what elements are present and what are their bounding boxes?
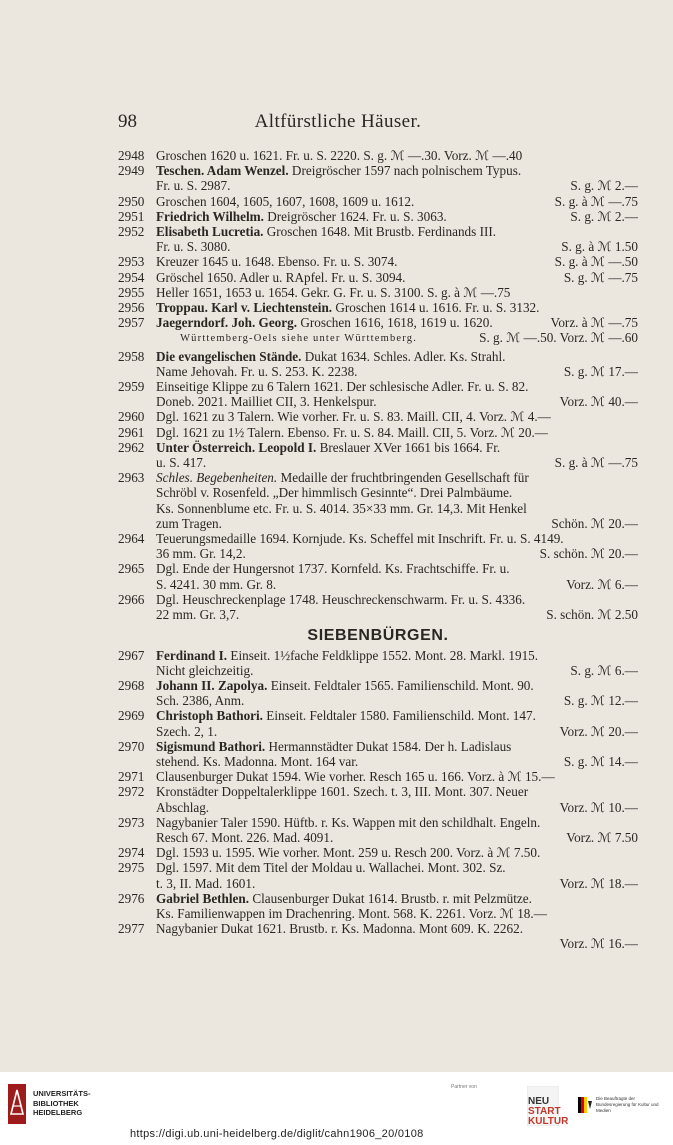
entry-text: Dgl. 1593 u. 1595. Wie vorher. Mont. 259 u. Resch 200. Vorz. à ℳ 7.50. — [156, 845, 541, 861]
entry-text: Gröschel 1650. Adler u. RApfel. Fr. u. S. 3094. — [156, 269, 406, 285]
lot-number: 2959 — [118, 379, 145, 395]
lot-number: 2948 — [118, 148, 145, 163]
entry-heading: Jaegerndorf. Joh. Georg. — [156, 315, 298, 331]
lot-number: 2953 — [118, 254, 145, 270]
entry-line — [156, 876, 638, 891]
entry-line — [156, 349, 638, 364]
entry-text: Dgl. 1621 zu 1½ Talern. Ebenso. Fr. u. S. 84. Maill. CII, 5. Vorz. ℳ 20.— — [156, 424, 548, 440]
entry-line — [156, 561, 638, 576]
page-header — [118, 111, 558, 135]
entry-text: Nagybanier Taler 1590. Hüftb. r. Ks. Wappen mit den schildhalt. Engeln. — [156, 814, 541, 830]
entry-line — [156, 224, 638, 239]
entry-line — [156, 516, 638, 531]
lot-number: 2968 — [118, 677, 145, 693]
entry-text: Groschen 1614 u. 1616. Fr. u. S. 3132. — [332, 300, 540, 316]
entry-text: Groschen 1620 u. 1621. Fr. u. S. 2220. S. g. ℳ —.30. Vorz. ℳ —.40 — [156, 148, 523, 163]
entry-text: Ks. Sonnenblume etc. Fr. u. S. 4014. 35×33 mm. Gr. 14,3. Mit Henkel — [156, 500, 527, 516]
catalogue-entry — [118, 708, 638, 738]
lot-number: 2965 — [118, 561, 145, 577]
price: Vorz. ℳ 18.— — [559, 875, 638, 891]
price: S. g. ℳ 12.— — [563, 693, 638, 709]
lot-number: 2949 — [118, 163, 145, 179]
entry-line — [156, 394, 638, 409]
lot-number: 2951 — [118, 208, 145, 224]
federal-eagle-icon — [578, 1097, 592, 1113]
catalogue-entry — [118, 270, 638, 285]
entry-text: Einseit. Feldtaler 1580. Familienschild. Mont. 147. — [262, 708, 536, 724]
catalogue-entry — [118, 440, 638, 470]
lot-number: 2952 — [118, 224, 145, 240]
entry-text: Dgl. 1597. Mit dem Titel der Moldau u. Wallachei. Mont. 302. Sz. — [156, 860, 506, 876]
catalogue-entry — [118, 561, 638, 591]
catalogue-entry — [118, 678, 638, 708]
entry-line — [156, 470, 638, 485]
entry-text: Sch. 2386, Anm. — [156, 693, 245, 709]
price: Vorz. ℳ 16.— — [559, 936, 638, 952]
entry-line — [156, 577, 638, 592]
entry-text: Breslauer XVer 1661 bis 1664. Fr. — [316, 439, 501, 455]
catalogue-entry — [118, 148, 638, 163]
entry-text: Fr. u. S. 3080. — [156, 239, 231, 255]
entry-line — [156, 663, 638, 678]
entry-text: Hermannstädter Dukat 1584. Der h. Ladislaus — [265, 738, 512, 754]
lot-number: 2961 — [118, 424, 145, 440]
permalink-url[interactable]: https://digi.ub.uni-heidelberg.de/diglit/cahn1906_20/0108 — [130, 1128, 424, 1140]
entry-text: Abschlag. — [156, 799, 210, 815]
catalogue-entry — [118, 409, 638, 424]
catalogue-entry — [118, 224, 638, 254]
catalogue-entry — [118, 254, 638, 269]
entry-line — [156, 648, 638, 663]
entry-text: Dgl. 1621 zu 3 Talern. Wie vorher. Fr. u. S. 83. Maill. CII, 4. Vorz. ℳ 4.— — [156, 409, 551, 425]
price: S. g. à ℳ —.75 — [554, 455, 638, 471]
entry-heading: Teschen. Adam Wenzel. — [156, 163, 289, 179]
page-number: 98 — [118, 111, 137, 132]
entry-text: S. 4241. 30 mm. Gr. 8. — [156, 576, 277, 592]
catalogue-entry — [118, 739, 638, 769]
entry-text: Schröbl v. Rosenfeld. „Der himmlisch Gesinnte“. Drei Palmbäume. — [156, 485, 513, 501]
entry-line — [156, 693, 638, 708]
entry-text: Einseit. 1½fache Feldklippe 1552. Mont. 28. Markl. 1915. — [227, 647, 539, 663]
price: Vorz. ℳ 7.50 — [566, 829, 638, 845]
entry-heading-italic: Schles. Begebenheiten. — [156, 470, 278, 486]
catalogue-entry — [118, 891, 638, 921]
entry-text: Dgl. Ende der Hungersnot 1737. Kornfeld. Ks. Frachtschiffe. Fr. u. — [156, 561, 510, 577]
entry-line — [156, 163, 638, 178]
catalogue-entry — [118, 769, 638, 784]
entry-line — [156, 209, 638, 224]
entry-line — [156, 860, 638, 875]
entry-text: Dreigröscher 1597 nach polnischem Typus. — [288, 163, 522, 179]
lot-number: 2954 — [118, 269, 145, 285]
catalogue-entry — [118, 285, 638, 300]
lot-number: 2975 — [118, 860, 145, 876]
catalogue-entry — [118, 592, 638, 622]
entry-heading: Die evangelischen Stände. — [156, 348, 302, 364]
entry-text: Einseit. Feldtaler 1565. Familienschild. Mont. 90. — [267, 677, 534, 693]
entry-line — [156, 379, 638, 394]
government-text[interactable]: Die Beauftragte der Bundesregierung für Kultur und Medien — [596, 1096, 659, 1113]
lot-number: 2958 — [118, 348, 145, 364]
price: Vorz. ℳ 10.— — [559, 799, 638, 815]
entry-line — [156, 724, 638, 739]
lot-number: 2972 — [118, 784, 145, 800]
catalogue-entry — [118, 648, 638, 678]
lot-number: 2963 — [118, 470, 145, 486]
partner-label: Partner von — [451, 1084, 477, 1090]
entry-heading: Troppau. Karl v. Liechtenstein. — [156, 300, 333, 316]
price: S. g. à ℳ 1.50 — [561, 239, 638, 255]
entry-text: Heller 1651, 1653 u. 1654. Gekr. G. Fr. u. S. 3100. S. g. à ℳ —.75 — [156, 284, 511, 300]
entry-line — [156, 906, 638, 921]
price: S. schön. ℳ 2.50 — [546, 607, 638, 623]
entry-text: Groschen 1604, 1605, 1607, 1608, 1609 u. 1612. — [156, 193, 415, 209]
entry-text: 22 mm. Gr. 3,7. — [156, 607, 240, 623]
catalogue-entry — [118, 815, 638, 845]
library-name[interactable]: UNIVERSITÄTS- BIBLIOTHEK HEIDELBERG — [33, 1089, 91, 1117]
lot-number: 2964 — [118, 531, 145, 547]
entry-line — [156, 239, 638, 254]
university-library-logo-icon[interactable] — [8, 1084, 26, 1124]
catalogue-entry — [118, 531, 638, 561]
entry-line — [156, 364, 638, 379]
cross-reference-note: Württemberg-Oels siehe unter Württemberg. — [180, 333, 418, 345]
entry-text: Clausenburger Dukat 1614. Brustb. r. mit Pelzmütze. — [249, 890, 532, 906]
entry-line — [156, 830, 638, 845]
lot-number: 2969 — [118, 708, 145, 724]
entry-line — [156, 300, 638, 315]
entry-text: Resch 67. Mont. 226. Mad. 4091. — [156, 829, 334, 845]
entry-line — [156, 148, 638, 163]
entry-heading: Johann II. Zapolya. — [156, 677, 268, 693]
lot-number: 2950 — [118, 193, 145, 209]
entry-heading: Christoph Bathori. — [156, 708, 263, 724]
entry-heading: Sigismund Bathori. — [156, 738, 266, 754]
entry-line — [156, 546, 638, 561]
lot-number: 2974 — [118, 845, 145, 861]
entry-text: stehend. Ks. Madonna. Mont. 164 var. — [156, 753, 359, 769]
entry-line — [156, 425, 638, 440]
entry-text: Groschen 1648. Mit Brustb. Ferdinands III. — [263, 224, 497, 240]
entry-line — [156, 178, 638, 193]
price: S. g. ℳ —.75 — [563, 269, 638, 285]
entry-text: Kreuzer 1645 u. 1648. Ebenso. Fr. u. S. 3074. — [156, 254, 398, 270]
price: Vorz. à ℳ —.75 — [550, 315, 638, 331]
price: S. schön. ℳ 20.— — [539, 546, 638, 562]
entry-line — [156, 769, 638, 784]
entry-text: Clausenburger Dukat 1594. Wie vorher. Resch 165 u. 166. Vorz. à ℳ 15.— — [156, 769, 555, 785]
entry-text: Dukat 1634. Schles. Adler. Ks. Strahl. — [301, 348, 506, 364]
start-logo-line: KULTUR — [528, 1116, 569, 1127]
entry-line — [156, 708, 638, 723]
lot-number: 2970 — [118, 738, 145, 754]
entry-line — [156, 754, 638, 769]
entry-text: Ks. Familienwappen im Drachenring. Mont. 568. K. 2261. Vorz. ℳ 18.— — [156, 905, 547, 921]
entry-text: zum Tragen. — [156, 515, 222, 531]
lot-number: 2960 — [118, 409, 145, 425]
entry-line — [156, 194, 638, 209]
entry-text: u. S. 417. — [156, 455, 207, 471]
lot-number: 2966 — [118, 591, 145, 607]
entry-line — [156, 815, 638, 830]
price: S. g. ℳ 17.— — [563, 363, 638, 379]
entry-text: Nagybanier Dukat 1621. Brustb. r. Ks. Madonna. Mont 609. K. 2262. — [156, 921, 524, 937]
lot-number: 2971 — [118, 769, 145, 785]
entry-line — [156, 891, 638, 906]
catalogue-entry — [118, 209, 638, 224]
entry-text: t. 3, II. Mad. 1601. — [156, 875, 256, 891]
catalogue-entry — [118, 194, 638, 209]
entry-heading: Elisabeth Lucretia. — [156, 224, 264, 240]
lot-number: 2977 — [118, 921, 145, 937]
entry-line — [156, 409, 638, 424]
catalogue-entry — [118, 470, 638, 531]
price: Vorz. ℳ 40.— — [559, 394, 638, 410]
entry-line — [156, 270, 638, 285]
lot-number: 2956 — [118, 300, 145, 316]
catalogue-entry — [118, 845, 638, 860]
catalogue-entry — [118, 163, 638, 193]
price: S. g. ℳ 6.— — [570, 662, 638, 678]
start-logo-line: NEU — [528, 1096, 550, 1107]
catalogue-entry — [118, 379, 638, 409]
catalogue-entry — [118, 921, 638, 952]
entry-line — [156, 921, 638, 936]
price: Vorz. ℳ 20.— — [559, 723, 638, 739]
entry-line — [156, 739, 638, 754]
lot-number: 2973 — [118, 814, 145, 830]
entry-text: Medaille der fruchtbringenden Gesellschaft für — [277, 470, 529, 486]
price: S. g. à ℳ —.75 — [554, 193, 638, 209]
entry-text: Fr. u. S. 2987. — [156, 178, 231, 194]
entry-heading: Ferdinand I. — [156, 647, 228, 663]
catalogue-entry — [118, 349, 638, 379]
catalogue-entry — [118, 425, 638, 440]
viewer-footer — [0, 1072, 673, 1145]
entry-line — [156, 800, 638, 815]
section-heading: SIEBENBÜRGEN. — [307, 627, 449, 645]
entry-line — [156, 678, 638, 693]
entry-line — [156, 592, 638, 607]
entry-heading: Friedrich Wilhelm. — [156, 208, 264, 224]
lot-number: 2976 — [118, 890, 145, 906]
entry-text: 36 mm. Gr. 14,2. — [156, 546, 246, 562]
catalogue-entry — [118, 860, 638, 890]
entry-text: Name Jehovah. Fr. u. S. 253. K. 2238. — [156, 363, 358, 379]
price: S. g. ℳ 14.— — [563, 753, 638, 769]
entry-line — [156, 440, 638, 455]
entry-text: Dreigröscher 1624. Fr. u. S. 3063. — [263, 208, 447, 224]
price: Schön. ℳ 20.— — [551, 515, 638, 531]
entry-text: Nicht gleichzeitig. — [156, 662, 254, 678]
entry-text: Teuerungsmedaille 1694. Kornjude. Ks. Scheffel mit Inschrift. Fr. u. S. 4149. — [156, 531, 564, 547]
entry-line — [156, 784, 638, 799]
price: S. g. ℳ 2.— — [570, 178, 638, 194]
entry-heading: Gabriel Bethlen. — [156, 890, 250, 906]
entry-line — [156, 315, 638, 330]
entry-text: Doneb. 2021. Mailliet CII, 3. Henkelspur. — [156, 394, 377, 410]
lot-number: 2955 — [118, 284, 145, 300]
entry-line — [156, 845, 638, 860]
running-title: Altfürstliche Häuser. — [254, 111, 422, 132]
lot-number: 2962 — [118, 439, 145, 455]
lot-number: 2957 — [118, 315, 145, 331]
entry-text: Kronstädter Doppeltalerklippe 1601. Szech. t. 3, III. Mont. 307. Neuer — [156, 784, 529, 800]
entry-line — [156, 485, 638, 500]
entry-text: Dgl. Heuschreckenplage 1748. Heuschreckenschwarm. Fr. u. S. 4336. — [156, 591, 526, 607]
entry-line — [156, 531, 638, 546]
price: Vorz. ℳ 6.— — [566, 576, 638, 592]
catalogue-entry — [118, 784, 638, 814]
start-logo-line: START — [528, 1106, 561, 1117]
lot-number: 2967 — [118, 647, 145, 663]
entry-line — [156, 254, 638, 269]
entry-line — [156, 607, 638, 622]
entry-line — [156, 455, 638, 470]
entry-heading: Unter Österreich. Leopold I. — [156, 439, 317, 455]
entry-text: Groschen 1616, 1618, 1619 u. 1620. — [297, 315, 493, 331]
price: S. g. ℳ 2.— — [570, 208, 638, 224]
entry-text: Szech. 2, 1. — [156, 723, 218, 739]
entry-text: Einseitige Klippe zu 6 Talern 1621. Der schlesische Adler. Fr. u. S. 82. — [156, 379, 529, 395]
catalogue-list — [118, 148, 638, 952]
entry-line — [156, 285, 638, 300]
price: S. g. ℳ —.50. Vorz. ℳ —.60 — [479, 330, 638, 346]
price: S. g. à ℳ —.50 — [554, 254, 638, 270]
entry-line — [156, 501, 638, 516]
